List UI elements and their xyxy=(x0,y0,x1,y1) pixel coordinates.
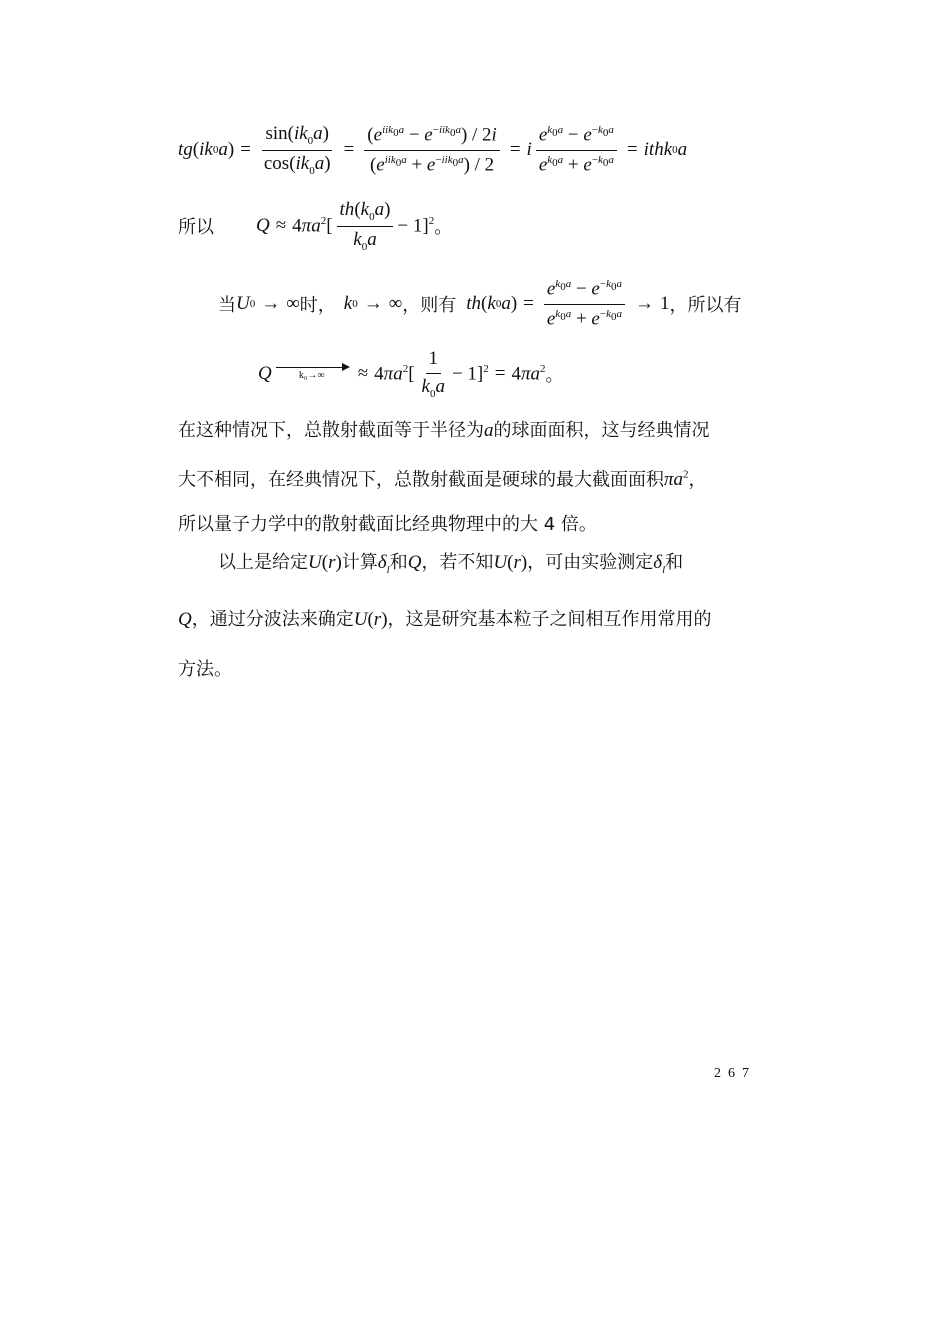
page-number: 267 xyxy=(714,1066,756,1081)
paragraph-partial-wave xyxy=(178,538,768,695)
eq1-lhs: tg xyxy=(178,139,193,160)
eq1-frac-exp-k: $\frac{e^{k_0a} - e^{-k_0a}}{e^{k_0a} + e^{-k_0a}}$ xyxy=(536,124,617,175)
para2-line1: 以上是给定U(r)计算$\delta_l$和Q，若不知U(r)，可由实验测定$\delta_l$和 xyxy=(218,552,684,576)
para1-line2: 大不相同，在经典情况下，总散射截面是硬球的最大截面面积$\pi a^2$， xyxy=(178,469,707,491)
equation-q-approx: 所以 Q ≈ $4\pi a^2$[ $\frac{th(k_0a)}{k_0a}$ − 1]$^2$ 。 xyxy=(178,198,453,253)
eq4-frac: $\frac{1}{k_0a}$ xyxy=(421,347,445,400)
equation-limit-statement: 当 U 0 → ∞ 时， k 0 → ∞ ，则有 th ( k 0 a ) = $\frac{e^{k_0a} - e^{-k_0a}}{e^{k_0a} + e^{-k_0a}}$ → 1 ，所以有 xyxy=(218,278,742,329)
para2-line3: 方法。 xyxy=(178,658,232,680)
limit-arrow: k₀→∞ xyxy=(276,367,348,381)
para1-line3: 所以量子力学中的散射截面比经典物理中的大 4 倍。 xyxy=(178,514,597,536)
eq1-frac-sin-cos: $\frac{\sin(ik_0a)}{\cos(ik_0a)}$ xyxy=(263,122,331,177)
para1-line1: 在这种情况下，总散射截面等于半径为a的球面面积，这与经典情况 xyxy=(178,420,710,441)
eq3-frac: $\frac{e^{k_0a} - e^{-k_0a}}{e^{k_0a} + e^{-k_0a}}$ xyxy=(544,278,625,329)
eq2-prefix: 所以 xyxy=(178,217,214,238)
eq1-frac-exp-iik: $\frac{(e^{iik_0a} - e^{-iik_0a}) / 2i}{(e^{iik_0a} + e^{-iik_0a}) / 2}$ xyxy=(364,124,500,175)
equation-tg: tg ( ik 0 a ) = $\frac{\sin(ik_0a)}{\cos(ik_0a)}$ = $\frac{(e^{iik_0a} - e^{-iik_0a}) / 2i}{(e^{iik_0a} + e^{-iik_0a}) / 2}$ = i $\frac{e^{k_0a} - e^{-k_0a}}{e^{k_0a} + e^{-k_0a}}$ = ithk 0 a xyxy=(178,122,688,177)
equation-q-limit: Q k₀→∞ ≈ $4\pi a^2$[ $\frac{1}{k_0a}$ − 1]$^2$ = $4\pi a^2$ 。 xyxy=(258,347,564,400)
eq2-frac: $\frac{th(k_0a)}{k_0a}$ xyxy=(337,200,394,253)
para2-line2: Q，通过分波法来确定U(r)，这是研究基本粒子之间相互作用常用的 xyxy=(178,608,712,630)
paragraph-classical-comparison xyxy=(178,408,768,547)
